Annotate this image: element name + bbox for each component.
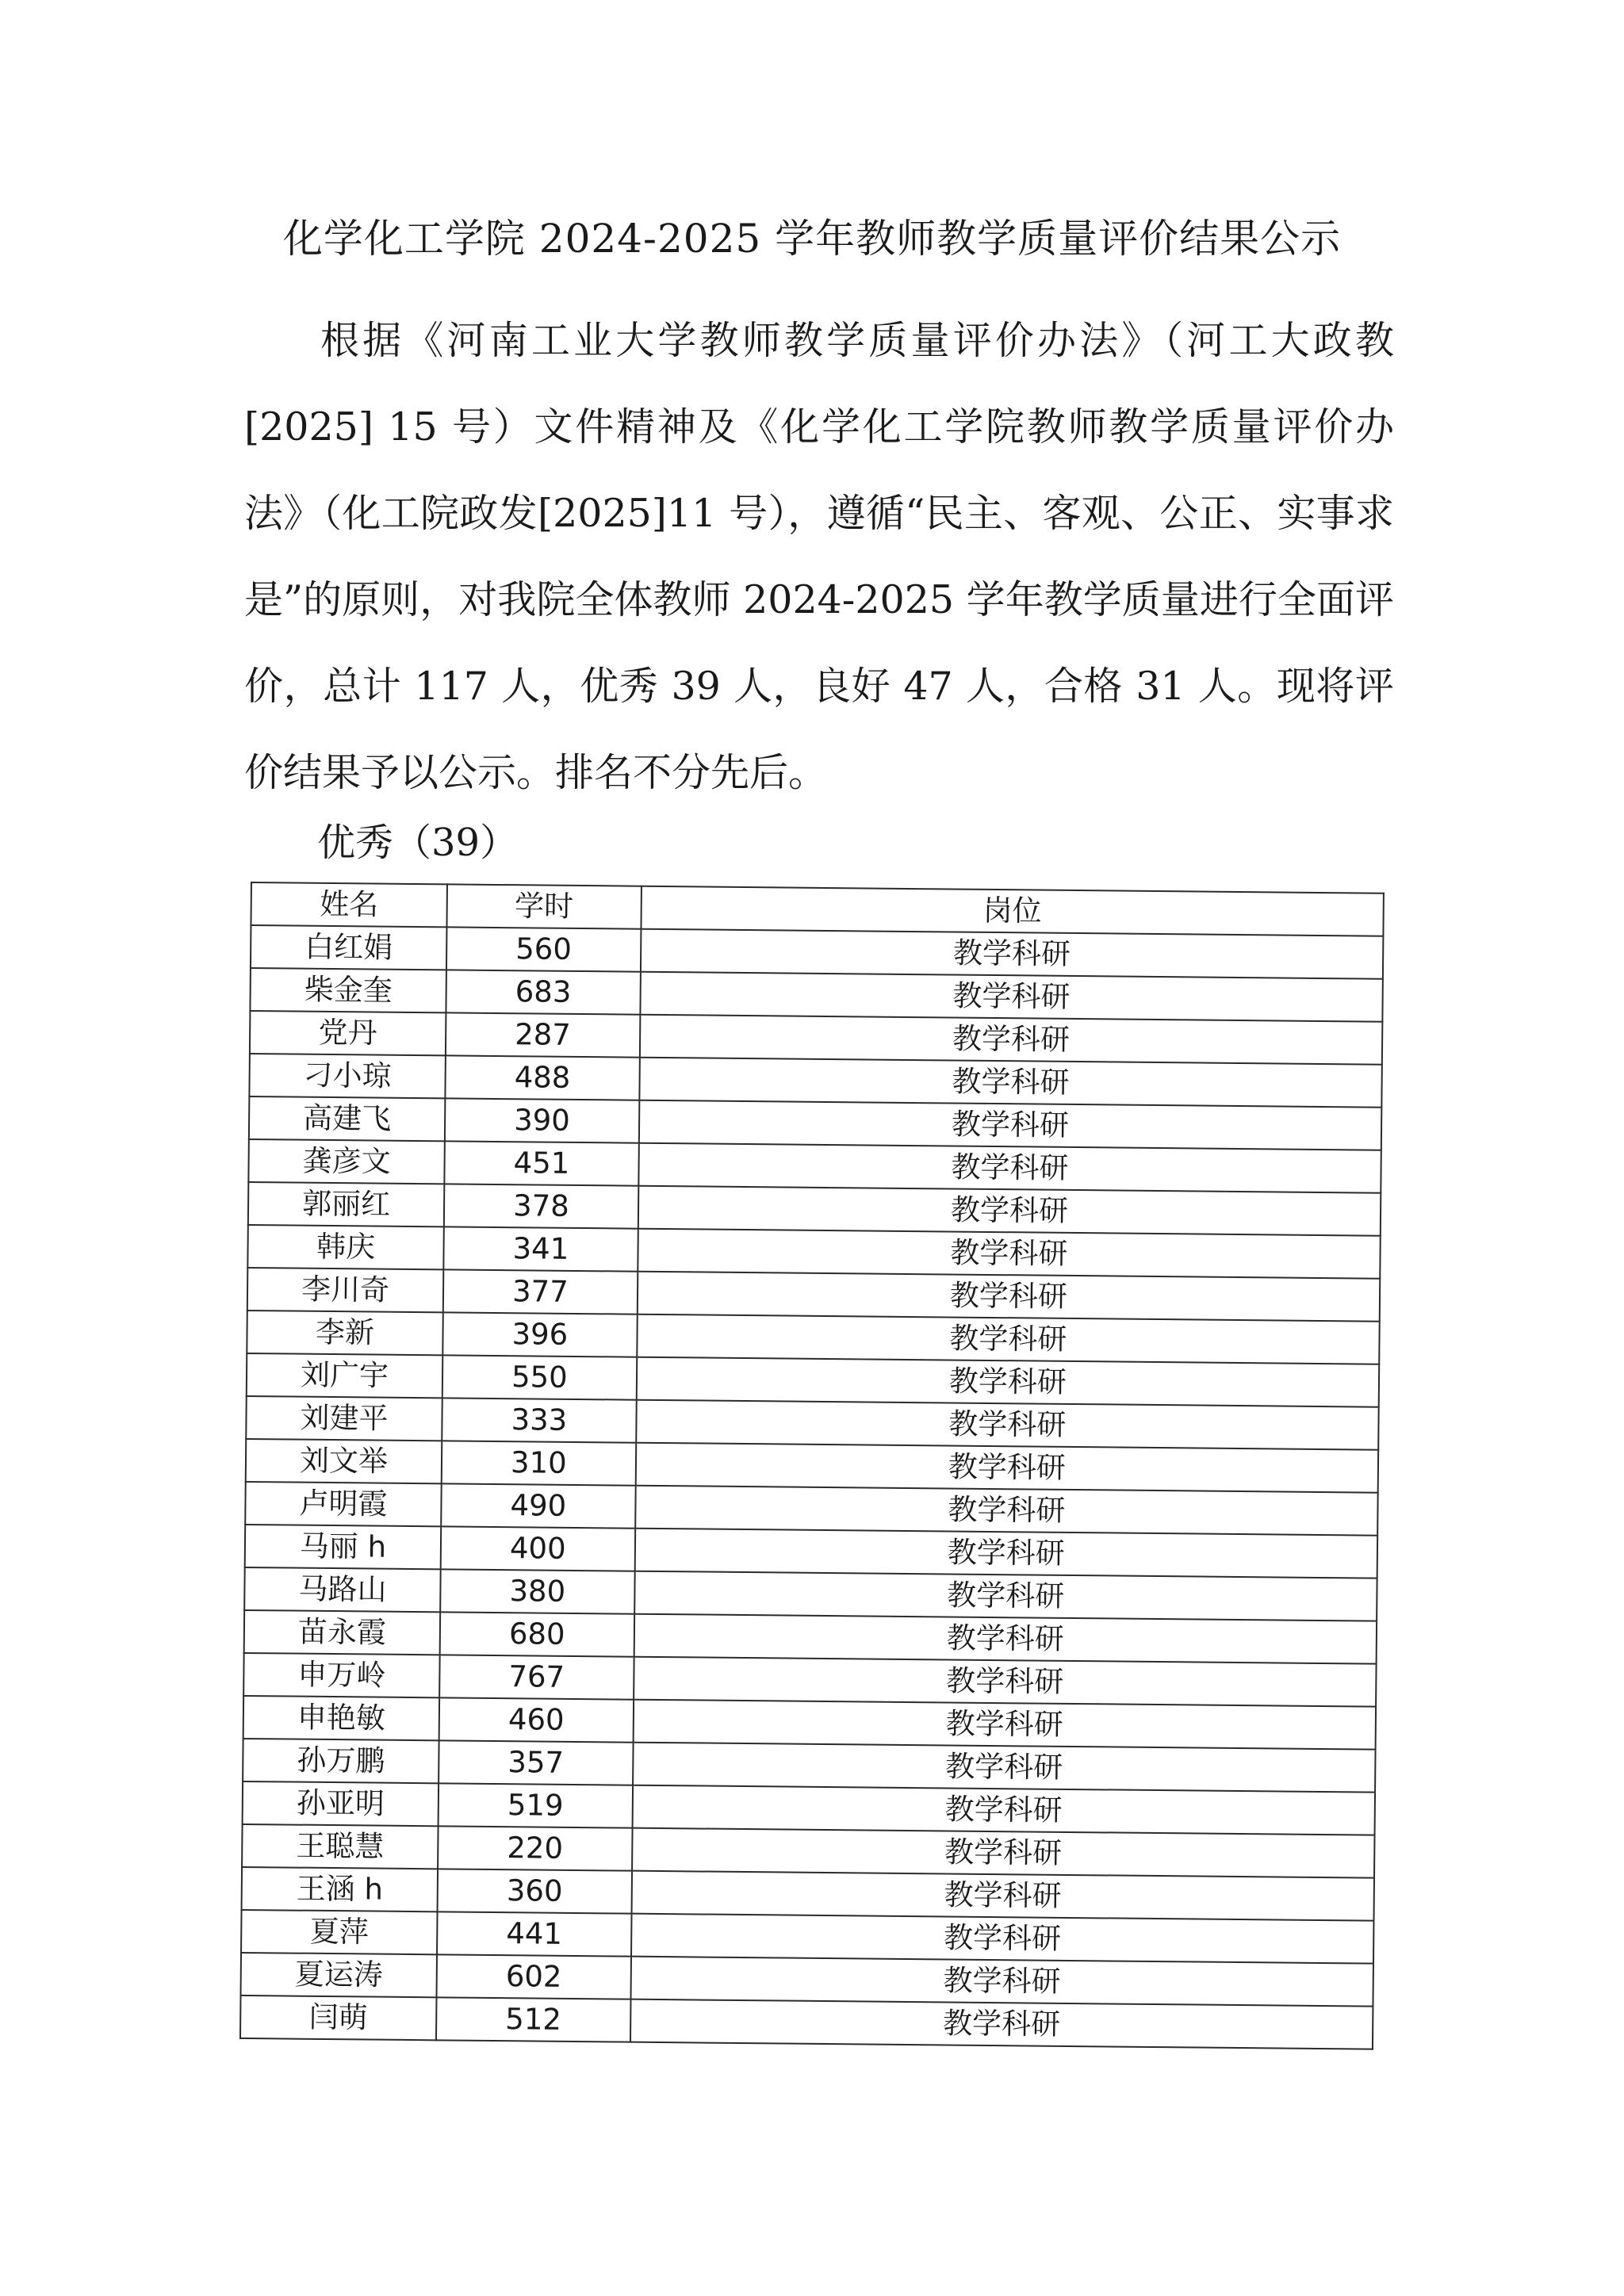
cell-name: 闫萌 xyxy=(240,1996,437,2040)
cell-hours: 378 xyxy=(444,1184,638,1228)
header-hours: 学时 xyxy=(446,884,641,928)
cell-post: 教学科研 xyxy=(640,972,1383,1022)
page-title: 化学化工学院 2024-2025 学年教师教学质量评价结果公示 xyxy=(282,216,1342,262)
cell-post: 教学科研 xyxy=(632,1785,1375,1835)
cell-post: 教学科研 xyxy=(637,1314,1380,1364)
cell-name: 申万岭 xyxy=(243,1653,440,1697)
cell-name: 刘建平 xyxy=(246,1396,442,1441)
cell-hours: 333 xyxy=(442,1398,636,1442)
cell-name: 郭丽红 xyxy=(248,1182,445,1226)
cell-name: 马路山 xyxy=(244,1567,441,1612)
cell-name: 马丽 h xyxy=(245,1525,442,1569)
cell-post: 教学科研 xyxy=(634,1571,1377,1621)
cell-hours: 490 xyxy=(441,1483,635,1528)
cell-name: 李川奇 xyxy=(247,1268,444,1312)
cell-hours: 488 xyxy=(445,1055,639,1100)
cell-hours: 287 xyxy=(446,1012,640,1057)
cell-post: 教学科研 xyxy=(630,1957,1373,2007)
cell-post: 教学科研 xyxy=(641,929,1384,979)
cell-hours: 519 xyxy=(439,1783,633,1827)
cell-post: 教学科研 xyxy=(634,1657,1377,1707)
cell-name: 夏运涛 xyxy=(241,1953,438,1997)
cell-name: 卢明霞 xyxy=(245,1482,442,1526)
section-heading-excellent: 优秀（39） xyxy=(317,821,519,865)
cell-name: 王聪慧 xyxy=(242,1824,439,1869)
table-body xyxy=(240,925,1383,2049)
cell-post: 教学科研 xyxy=(635,1443,1378,1493)
cell-post: 教学科研 xyxy=(636,1357,1379,1407)
cell-name: 刁小琼 xyxy=(249,1054,446,1098)
cell-name: 申艳敏 xyxy=(243,1696,440,1740)
cell-hours: 560 xyxy=(446,927,641,971)
header-name: 姓名 xyxy=(251,882,447,927)
cell-name: 高建飞 xyxy=(249,1096,446,1141)
cell-hours: 460 xyxy=(439,1697,634,1742)
cell-post: 教学科研 xyxy=(632,1828,1375,1878)
cell-name: 王涵 h xyxy=(242,1867,439,1911)
cell-hours: 441 xyxy=(437,1911,631,1956)
cell-post: 教学科研 xyxy=(638,1186,1381,1236)
results-table xyxy=(239,882,1385,2050)
cell-name: 刘文举 xyxy=(246,1439,442,1483)
cell-post: 教学科研 xyxy=(638,1229,1381,1279)
cell-name: 李新 xyxy=(247,1311,443,1355)
cell-post: 教学科研 xyxy=(639,1058,1382,1108)
cell-name: 党丹 xyxy=(250,1011,446,1055)
cell-hours: 341 xyxy=(443,1226,638,1271)
cell-post: 教学科研 xyxy=(635,1486,1378,1536)
cell-hours: 360 xyxy=(438,1869,632,1913)
intro-paragraph: 根据《河南工业大学教师教学质量评价办法》（河工大政教[2025] 15 号）文件精神及《化学化工学院教师教学质量评价办法》（化工院政发[2025]11 号），遵循“民主、客观、公正、实事求是”的原则，对我院全体教师 2024-2025 学年教学质量进行全面评价，总计 117 人，优秀 39 人，良好 47 人，合格 31 人。现将评价结果予以公示。排名不分先后。 xyxy=(244,318,1394,795)
cell-post: 教学科研 xyxy=(640,1015,1383,1065)
cell-post: 教学科研 xyxy=(638,1272,1381,1322)
cell-hours: 683 xyxy=(446,970,640,1014)
cell-name: 韩庆 xyxy=(247,1225,444,1269)
cell-hours: 380 xyxy=(440,1569,634,1613)
cell-post: 教学科研 xyxy=(633,1743,1376,1793)
cell-post: 教学科研 xyxy=(631,1914,1374,1964)
cell-hours: 390 xyxy=(445,1098,639,1142)
cell-post: 教学科研 xyxy=(634,1529,1377,1578)
cell-hours: 550 xyxy=(442,1355,637,1399)
header-post: 岗位 xyxy=(641,886,1384,936)
cell-post: 教学科研 xyxy=(634,1614,1377,1664)
cell-post: 教学科研 xyxy=(633,1700,1376,1750)
cell-hours: 602 xyxy=(437,1954,631,1999)
cell-hours: 451 xyxy=(444,1141,638,1185)
cell-name: 刘广宇 xyxy=(247,1353,443,1398)
cell-name: 苗永霞 xyxy=(244,1610,441,1655)
cell-name: 孙亚明 xyxy=(243,1781,439,1826)
cell-hours: 220 xyxy=(438,1826,632,1870)
cell-hours: 400 xyxy=(441,1526,635,1571)
cell-hours: 512 xyxy=(436,1997,630,2042)
cell-post: 教学科研 xyxy=(631,1871,1374,1921)
cell-post: 教学科研 xyxy=(630,1999,1373,2049)
cell-post: 教学科研 xyxy=(638,1143,1381,1193)
cell-hours: 680 xyxy=(440,1612,634,1656)
cell-hours: 357 xyxy=(439,1740,633,1785)
cell-post: 教学科研 xyxy=(639,1100,1382,1150)
cell-hours: 396 xyxy=(442,1312,637,1357)
cell-hours: 377 xyxy=(443,1269,638,1314)
cell-name: 柴金奎 xyxy=(250,968,446,1012)
cell-post: 教学科研 xyxy=(636,1400,1379,1450)
cell-hours: 767 xyxy=(439,1655,634,1699)
cell-name: 孙万鹏 xyxy=(243,1739,439,1783)
cell-name: 白红娟 xyxy=(251,925,447,970)
cell-name: 夏萍 xyxy=(241,1910,438,1954)
cell-name: 龚彦文 xyxy=(248,1139,445,1184)
cell-hours: 310 xyxy=(442,1441,636,1485)
